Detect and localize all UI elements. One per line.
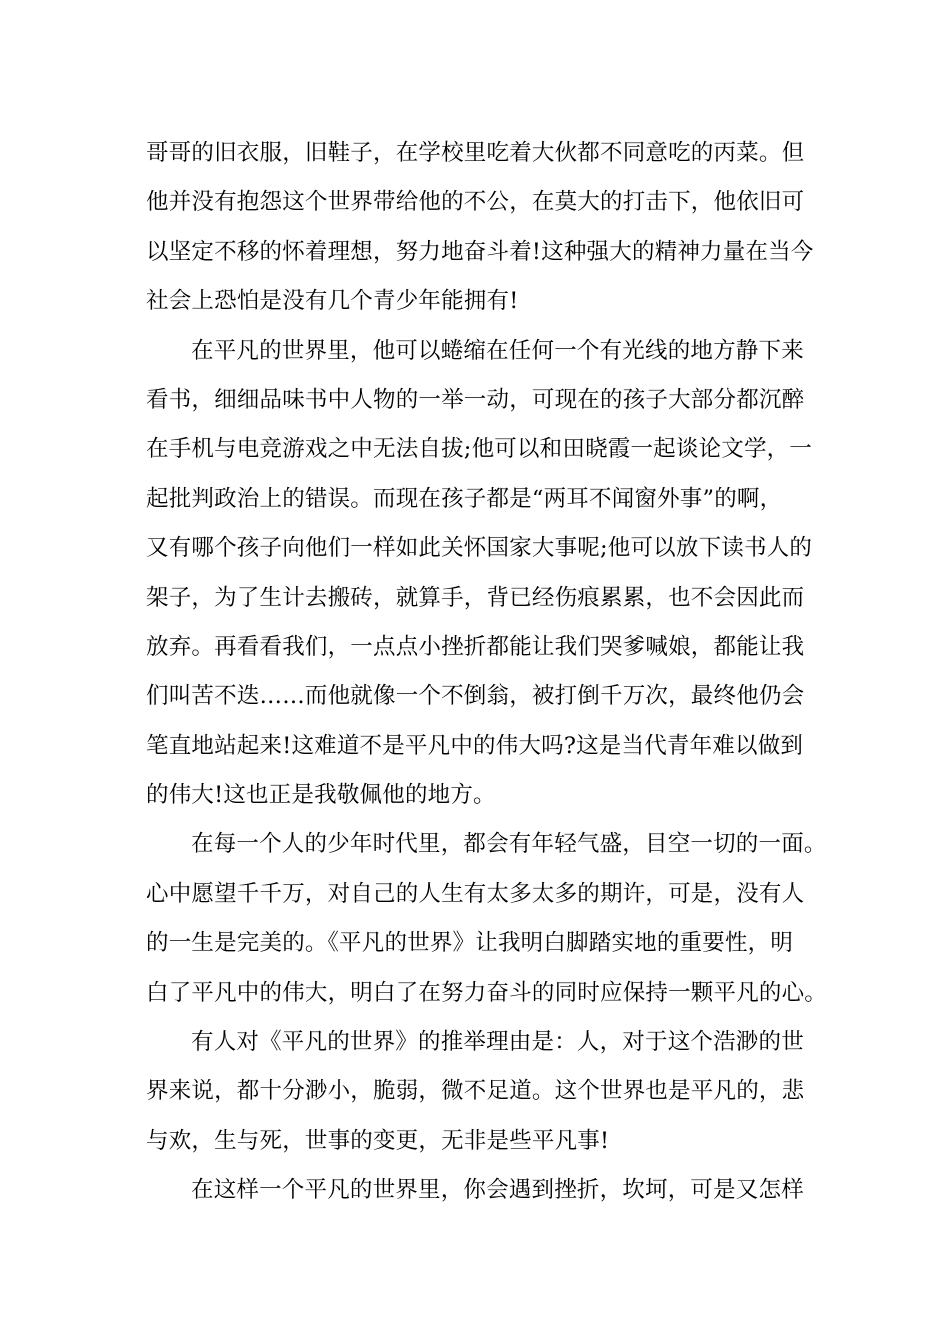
text-line: 又有哪个孩子向他们一样如此关怀国家大事呢;他可以放下读书人的 <box>146 535 813 562</box>
text-line: 白了平凡中的伟大，明白了在努力奋斗的同时应保持一颗平凡的心。 <box>146 979 828 1006</box>
text-line: 在手机与电竞游戏之中无法自拔;他可以和田晓霞一起谈论文学，一 <box>146 436 813 463</box>
text-line: 社会上恐怕是没有几个青少年能拥有! <box>146 288 519 315</box>
paragraph-5 <box>146 1166 812 1215</box>
text-line: 笔直地站起来!这难道不是平凡中的伟大吗?这是当代青年难以做到 <box>146 732 804 759</box>
text-line: 界来说，都十分渺小，脆弱，微不足道。这个世界也是平凡的，悲 <box>146 1078 805 1105</box>
text-line: 架子，为了生计去搬砖，就算手，背已经伤痕累累，也不会因此而 <box>146 584 805 611</box>
text-line: 以坚定不移的怀着理想，努力地奋斗着!这种强大的精神力量在当今 <box>146 238 814 265</box>
text-line: 与欢，生与死，世事的变更，无非是些平凡事! <box>146 1127 610 1154</box>
text-line: 哥哥的旧衣服，旧鞋子，在学校里吃着大伙都不同意吃的丙菜。但 <box>146 140 805 166</box>
text-line: 放弃。再看看我们，一点点小挫折都能让我们哭爹喊娘，都能让我 <box>146 633 805 660</box>
paragraph-2 <box>146 327 812 821</box>
text-line: 他并没有抱怨这个世界带给他的不公，在莫大的打击下，他依旧可 <box>146 189 805 216</box>
text-line: 的伟大!这也正是我敬佩他的地方。 <box>146 782 496 809</box>
text-line: 的一生是完美的。《平凡的世界》让我明白脚踏实地的重要性，明 <box>146 930 794 957</box>
paragraph-1 <box>146 129 812 327</box>
text-line: 有人对《平凡的世界》的推举理由是：人，对于这个浩渺的世 <box>191 1029 804 1056</box>
text-line: 在平凡的世界里，他可以蜷缩在任何一个有光线的地方静下来 <box>191 337 804 364</box>
text-line: 心中愿望千千万，对自己的人生有太多太多的期许，可是，没有人 <box>146 880 805 907</box>
paragraph-3 <box>146 820 828 1018</box>
text-line: 在每一个人的少年时代里，都会有年轻气盛，目空一切的一面。 <box>191 831 827 858</box>
paragraph-4 <box>146 1018 812 1166</box>
text-line: 起批判政治上的错误。而现在孩子都是“两耳不闻窗外事”的啊， <box>146 485 783 512</box>
text-line: 在这样一个平凡的世界里，你会遇到挫折，坎坷，可是又怎样 <box>191 1177 804 1204</box>
document-page <box>146 129 828 1216</box>
text-line: 看书，细细品味书中人物的一举一动，可现在的孩子大部分都沉醉 <box>146 386 805 413</box>
text-line: 们叫苦不迭……而他就像一个不倒翁，被打倒千万次，最终他仍会 <box>146 683 805 710</box>
